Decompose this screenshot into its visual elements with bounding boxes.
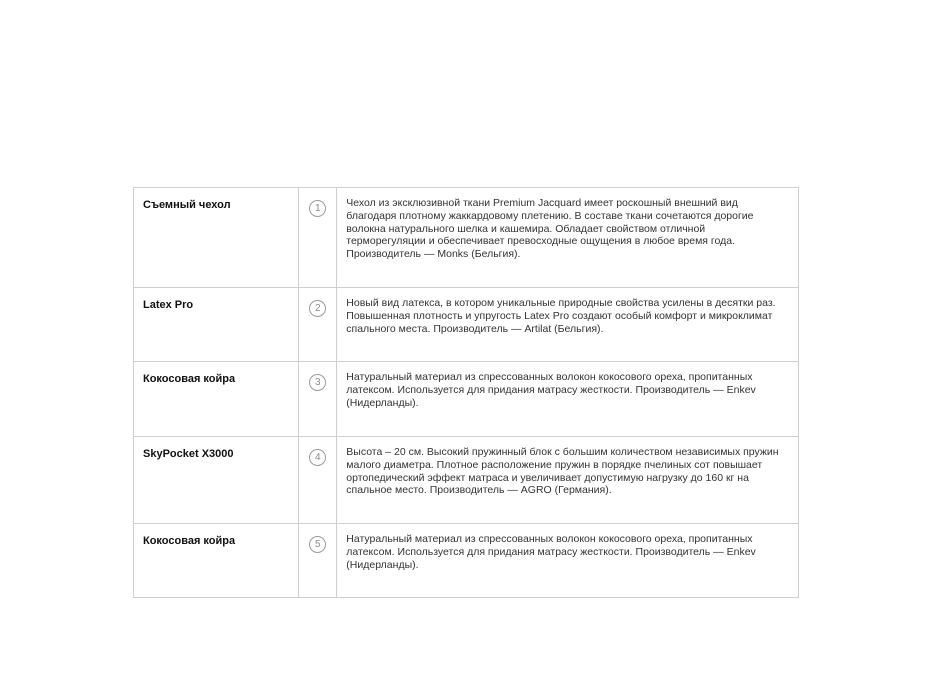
layer-description: Натуральный материал из спрессованных волокон кокосового ореха, пропитанных латексом. Используется для придания матрасу жесткости. Производитель — Enkev (Нидерланды). [337,524,799,598]
layer-description: Чехол из эксклюзивной ткани Premium Jacquard имеет роскошный внешний вид благодаря плотному жаккардовому плетению. В составе ткани сочетаются дорогие волокна натурального шелка и кашемира. Обладает свойством отличной терморегуляции и обеспечивает превосходные ощущения в любое время года. Производитель — Monks (Бельгия). [337,188,799,288]
table-row [134,362,799,437]
layer-description: Высота – 20 см. Высокий пружинный блок с большим количеством независимых пружин малого диаметра. Плотное расположение пружин в порядке пчелиных сот повышает ортопедический эффект матраса и увеличивает допустимую нагрузку до 160 кг на спальное место. Производитель — AGRO (Германия). [337,437,799,524]
layer-number-badge: 4 [309,449,326,466]
table-row [134,188,799,288]
layer-name: Latex Pro [134,288,299,362]
layer-name: Кокосовая койра [134,524,299,598]
layer-number-badge: 1 [309,200,326,217]
table-row [134,437,799,524]
layer-number-badge: 2 [309,300,326,317]
layer-description: Натуральный материал из спрессованных волокон кокосового ореха, пропитанных латексом. Используется для придания матрасу жесткости. Производитель — Enkev (Нидерланды). [337,362,799,437]
table-row [134,524,799,598]
layer-name: Съемный чехол [134,188,299,288]
layer-name: SkyPocket X3000 [134,437,299,524]
layer-number-badge: 3 [309,374,326,391]
table-row [134,288,799,362]
mattress-layers-table [133,187,799,598]
layer-name: Кокосовая койра [134,362,299,437]
layer-number-badge: 5 [309,536,326,553]
layer-description: Новый вид латекса, в котором уникальные природные свойства усилены в десятки раз. Повышенная плотность и упругость Latex Pro создают особый комфорт и микроклимат спального места. Производитель — Artilat (Бельгия). [337,288,799,362]
